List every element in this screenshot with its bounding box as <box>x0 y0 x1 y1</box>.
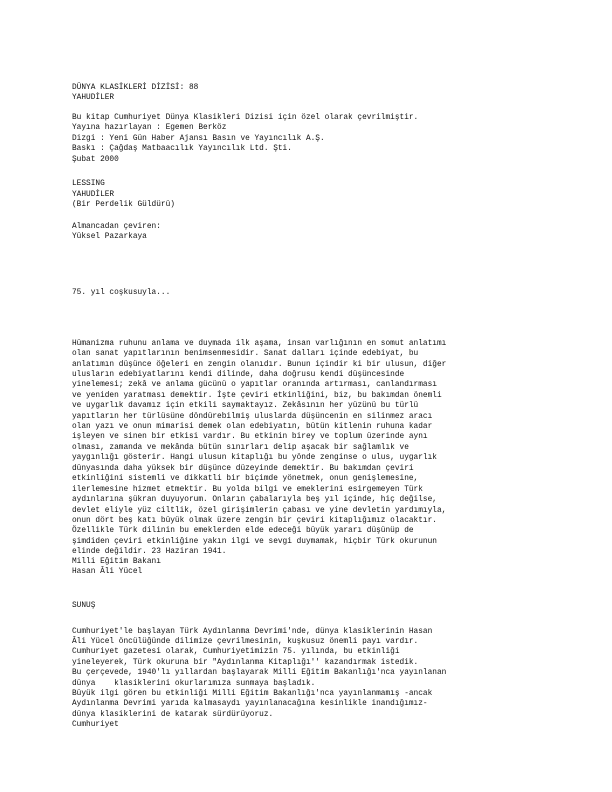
foreword-signature-name: Hasan Âli Yücel <box>72 568 143 576</box>
foreword-line: devlet eliyle yüz ciltlik, özel girişimlerin çabası ve yine devletin yardımıyla, <box>72 507 447 515</box>
foreword-line: olan sanat yapıtlarının benimsenmesidir. Sanat dalları içinde edebiyat, bu <box>72 350 419 358</box>
foreword-line: yapıtların her türlüsüne döndürebilmiş uluslarda düşüncenin en silinmez aracı <box>72 413 433 421</box>
series-label: DÜNYA KLASİKLERİ DİZİSİ: 88 <box>72 84 199 92</box>
translation-label: Almancadan çeviren: <box>72 223 161 231</box>
book-title: YAHUDİLER <box>72 191 115 199</box>
series-title: YAHUDİLER <box>72 94 115 102</box>
foreword-line: etkinliğini sistemli ve dikkatli bir biçimde yönetmek, onun genişlemesine, <box>72 475 419 483</box>
foreword-line: işleyen ve sinen bir etkisi vardır. Bu etkinin birey ve toplum üzerinde aynı <box>72 433 428 441</box>
foreword-line: şimdiden çeviri etkinliğine yakın ilgi ve sevgi duymamak, hiçbir Türk okurunun <box>72 538 437 546</box>
sunus-line: Cumhuriyet'le başlayan Türk Aydınlanma Devrimi'nde, dünya klasiklerinin Hasan <box>72 628 433 636</box>
sunus-signature: Cumhuriyet <box>72 721 119 729</box>
foreword-line: ve uygarlık davamız için etkili saymaktayız. Zekâsının her yüzünü bu türlü <box>72 402 419 410</box>
translator-name: Yüksel Pazarkaya <box>72 233 147 241</box>
sunus-line: Cumhuriyet gazetesi olarak, Cumhuriyetimizin 75. yılında, bu etkinliği <box>72 648 400 656</box>
foreword-line: ilerlemesine hizmet etmektir. Bu yolda bilgi ve emeklerini esirgemeyen Türk <box>72 486 423 494</box>
foreword-signature-title: Milli Eğitim Bakanı <box>72 558 161 566</box>
foreword-line: olan yazı ve onun mimarisi demek olan edebiyatın, bütün kitlenin ruhuna kadar <box>72 423 433 431</box>
foreword-line: aydınlarına şükran duyuyorum. Onların çabalarıyla beş yıl içinde, hiç değilse, <box>72 496 437 504</box>
dedication: 75. yıl coşkusuyla... <box>72 289 171 297</box>
imprint-line: Yayına hazırlayan : Egemen Berköz <box>72 124 227 132</box>
foreword-line: olması, zamanda ve mekânda bütün sınırları delip aşacak bir sağlamlık ve <box>72 444 409 452</box>
sunus-line: dünya klasiklerini okurlarımıza sunmaya başladık. <box>72 680 316 688</box>
book-author: LESSING <box>72 180 105 188</box>
foreword-line: yinelemesi; zekâ ve anlama gücünü o yapıtlar oranında artırması, canlandırması <box>72 381 437 389</box>
sunus-line: dünya klasiklerini de katarak sürdürüyoruz. <box>72 711 274 719</box>
sunus-line: Âli Yücel öncülüğünde dilimize çevrilmesinin, kuşkusuz önemli payı vardır. <box>72 638 419 646</box>
sunus-line: Büyük ilgi gören bu etkinliği Milli Eğitim Bakanlığı'nca yayınlanmamış -ancak <box>72 690 433 698</box>
foreword-line: ve yeniden yaratması demektir. İşte çeviri etkinliğini, biz, bu bakımdan önemli <box>72 392 442 400</box>
foreword-line: Hümanizma ruhunu anlama ve duymada ilk aşama, insan varlığının en somut anlatımı <box>72 340 447 348</box>
imprint-line: Bu kitap Cumhuriyet Dünya Klasikleri Dizisi için özel olarak çevrilmiştir. <box>72 114 419 122</box>
foreword-line: onun dört beş katı büyük olmak üzere zengin bir çeviri kitaplığımız olacaktır. <box>72 517 437 525</box>
imprint-line: Baskı : Çağdaş Matbaacılık Yayıncılık Ltd. Şti. <box>72 145 292 153</box>
foreword-line: elinde değildir. 23 Haziran 1941. <box>72 548 227 556</box>
foreword-line: dünyasında daha yüksek bir düşünce düzeyinde demektir. Bu bakımdan çeviri <box>72 465 414 473</box>
book-subtitle: (Bir Perdelik Güldürü) <box>72 201 175 209</box>
foreword-line: yaygınlığı gösterir. Hangi ulusun kitaplığı bu yönde zenginse o ulus, uygarlık <box>72 454 437 462</box>
sunus-line: Aydınlanma Devrimi yarıda kalmasaydı yayınlanacağına kesinlikle inandığımız- <box>72 700 428 708</box>
sunus-line: Bu çerçevede, 1940'lı yıllardan başlayarak Milli Eğitim Bakanlığı'nca yayınlanan <box>72 669 447 677</box>
imprint-line: Dizgi : Yeni Gün Haber Ajansı Basın ve Yayıncılık A.Ş. <box>72 135 325 143</box>
sunus-line: yineleyerek, Türk okuruna bir "Aydınlanma Kitaplığı'' kazandırmak istedik. <box>72 659 419 667</box>
foreword-line: anlatımın düşünce öğeleri en zengin olanıdır. Bunun içindir ki bir ulusun, diğer <box>72 361 447 369</box>
sunus-heading: SUNUŞ <box>72 602 96 610</box>
imprint-date: Şubat 2000 <box>72 156 119 164</box>
foreword-line: ulusların edebiyatlarını kendi dilinde, daha doğrusu kendi düşüncesinde <box>72 371 405 379</box>
foreword-line: Özellikle Türk dilinin bu emeklerden elde edeceği büyük yararı düşünüp de <box>72 527 414 535</box>
